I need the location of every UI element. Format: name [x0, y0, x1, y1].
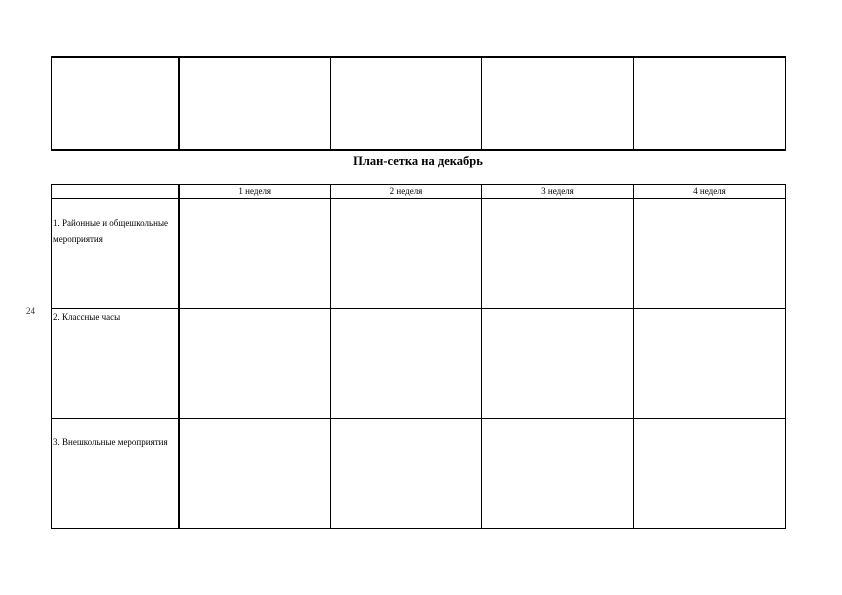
plan-cell: [482, 199, 634, 309]
page-title: План-сетка на декабрь: [353, 154, 483, 168]
table-row: [52, 419, 786, 529]
plan-grid-table: [51, 184, 786, 529]
plan-cell: [179, 309, 331, 419]
plan-cell: [634, 199, 786, 309]
row-label: 3. Внешкольные мероприятия: [53, 437, 168, 447]
top-table-cell: [634, 57, 786, 150]
plan-cell: [634, 309, 786, 419]
page-number: 24: [26, 306, 35, 316]
header-row: [52, 185, 786, 199]
week-header: 1 неделя: [179, 185, 331, 199]
top-table-cell: [179, 57, 331, 150]
row-label: 1. Районные и общешкольные мероприятия: [53, 218, 168, 244]
table-row: [52, 199, 786, 309]
week-header: 4 неделя: [634, 185, 786, 199]
row-label-cell: [52, 309, 179, 419]
table-row: [52, 309, 786, 419]
plan-cell: [482, 419, 634, 529]
top-table-cell: [331, 57, 482, 150]
top-table-cell: [52, 57, 179, 150]
week-header: 3 неделя: [482, 185, 634, 199]
plan-cell: [331, 419, 482, 529]
corner-cell: [52, 185, 179, 199]
plan-cell: [634, 419, 786, 529]
plan-cell: [331, 199, 482, 309]
plan-cell: [331, 309, 482, 419]
row-label-cell: [52, 199, 179, 309]
row-label-cell: [52, 419, 179, 529]
plan-cell: [179, 419, 331, 529]
plan-cell: [482, 309, 634, 419]
top-table-cell: [482, 57, 634, 150]
week-header: 2 неделя: [331, 185, 482, 199]
row-label: 2. Классные часы: [53, 312, 121, 322]
top-empty-table: [51, 56, 786, 151]
plan-cell: [179, 199, 331, 309]
